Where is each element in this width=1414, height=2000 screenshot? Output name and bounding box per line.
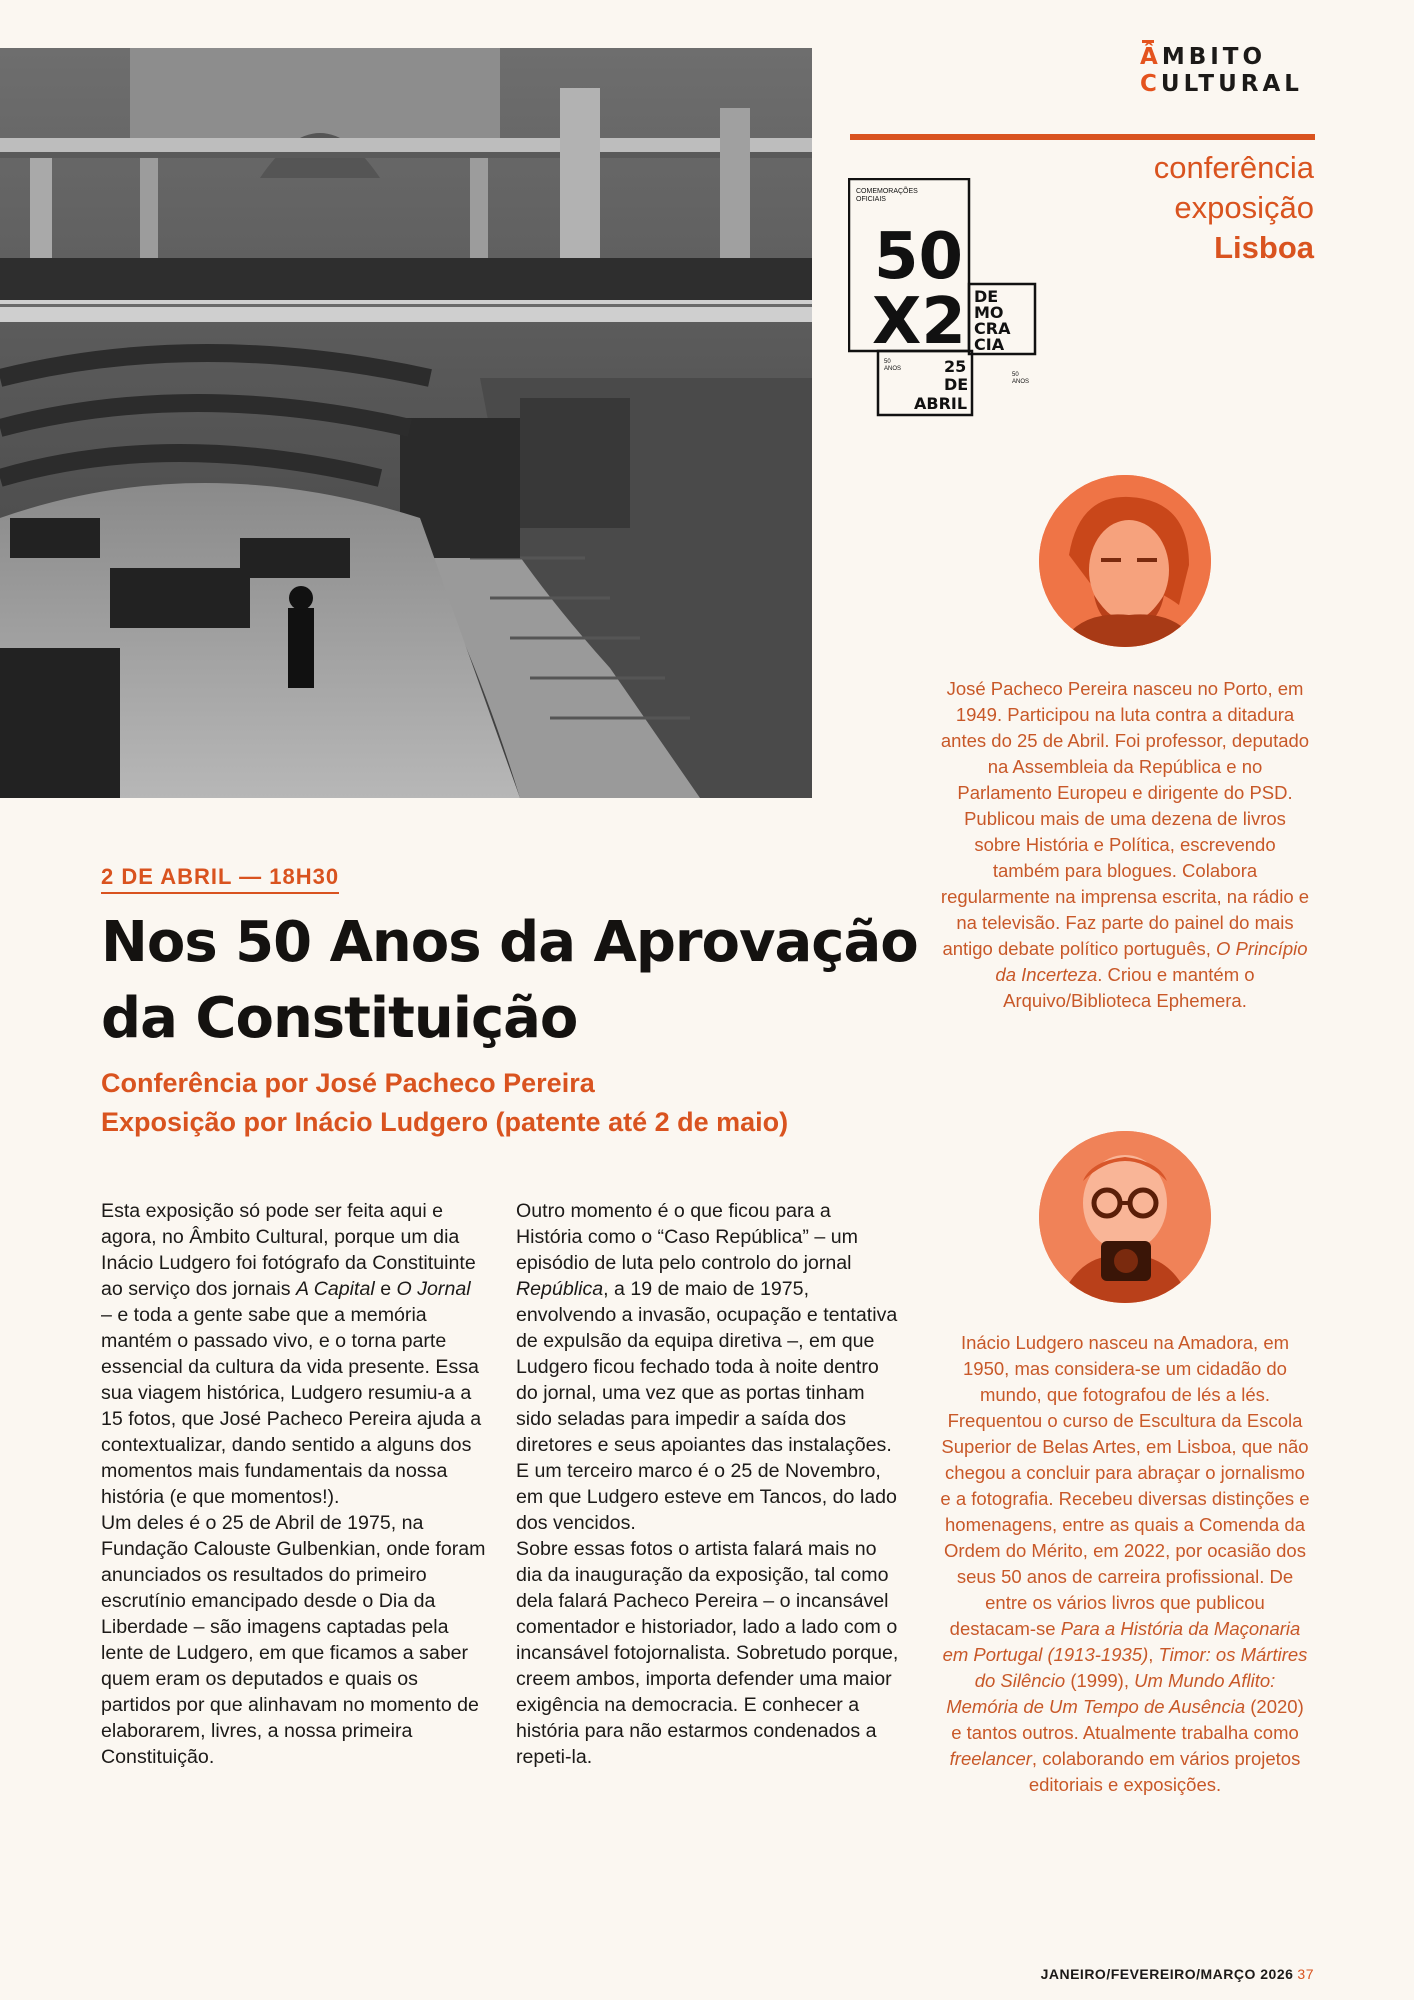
footer-issue: JANEIRO/FEVEREIRO/MARÇO 2026 [1040,1966,1294,1982]
badge-date-1: 25 [944,357,967,376]
bio1-text-a: José Pacheco Pereira nasceu no Porto, em 1949. Participou na luta contra a ditadura antes do 25 de Abril. Foi professor, deputado na Assembleia da República e no Parlamento Europeu e dirigente do PSD. Publicou mais de uma dezena de livros sobre História e Política, escrevendo também para blogues. Colabora regularmente na imprensa escrita, na rádio e na televisão. Faz parte do painel do mais antigo debate político português, [940,678,1310,959]
badge-num: 50 [874,220,964,294]
header-rule [850,134,1315,140]
badge-word-4: CIA [974,335,1005,354]
title-line-2: da Constituição [101,986,578,1051]
portrait-inacio-ludgero [1039,1131,1211,1303]
bio-jose-pacheco-pereira [940,676,1310,1014]
50x2-democracia-badge [848,178,1038,418]
event-date: 2 DE ABRIL — 18H30 [101,864,340,889]
bio2-text-d: (2020) e tantos outros. Atualmente trabalha como [951,1696,1304,1743]
hero-photo [0,48,812,798]
badge-header-2: OFICIAIS [856,196,886,203]
badge-small-right-1: 50 [1012,372,1019,378]
badge-small-right-2: ANOS [1012,379,1030,385]
bio2-italic-3: Um Mundo Aflito: Memória de Um Tempo de Ausência [946,1670,1276,1717]
bio2-text-a: Inácio Ludgero nasceu na Amadora, em 1950, mas considera-se um cidadão do mundo, que fotografou de lés a lés. Frequentou o curso de Escultura da Escola Superior de Belas Artes, em Lisboa, que não chegou a concluir para abraçar o jornalismo e a fotografia. Recebeu diversas distinções e homenagens, entre as quais a Comenda da Ordem do Mérito, em 2022, por ocasião dos seus 50 anos de carreira profissional. De entre os vários livros que publicou destacam-se [940,1332,1310,1639]
title-line-1: Nos 50 Anos da Aprovação [101,910,918,975]
bio2-italic-4: freelancer [949,1748,1032,1769]
tag-exhibition: exposição [1174,190,1314,225]
bio2-text-b: , [1148,1644,1154,1665]
event-title [101,905,961,1057]
badge-word-3: CRA [974,319,1011,338]
col2-italic-republica: República [516,1278,604,1300]
bio1-text-b: . Criou e mantém o Arquivo/Biblioteca Ephemera. [1003,964,1255,1011]
col1-paragraph-1: Esta exposição só pode ser feita aqui e agora, no Âmbito Cultural, porque um dia Inácio Ludgero foi fotógrafo da Constituinte ao serviço dos jornais A Capital e O Jornal – e toda a gente sabe que a memória mantém o passado vivo, e o torna parte essencial da cultura da vida presente. Essa sua viagem histórica, Ludgero resumiu-a a 15 fotos, que José Pacheco Pereira ajuda a contextualizar, dando sentido a alguns dos momentos mais fundamentais da nossa história (e que momentos!). [101,1200,482,1508]
logo-line-1: ÂMBITO [1140,44,1267,70]
col1-italic-o-jornal: O Jornal [396,1278,471,1300]
bio2-italic-2: Timor: os Mártires do Silêncio [974,1644,1308,1691]
badge-date-3: ABRIL [914,394,968,413]
article-column-1 [101,1198,486,1770]
col1-paragraph-2: Um deles é o 25 de Abril de 1975, na Fundação Calouste Gulbenkian, onde foram anunciados os resultados do primeiro escrutínio emancipado desde o Dia da Liberdade – são imagens captadas pela lente de Ludgero, em que ficamos a saber quem eram os deputados e quais os partidos por que alinhavam no momento de elaborarem, livres, a nossa primeira Constituição. [101,1512,486,1768]
portrait-jose-pacheco-pereira [1039,475,1211,647]
bio-inacio-ludgero [940,1330,1310,1798]
ambito-cultural-logo [1140,44,1315,98]
bio1-italic-1: O Princípio da Incerteza [995,938,1308,985]
tag-city: Lisboa [1214,230,1314,265]
bio2-text-e: , colaborando em vários projetos editoriais e exposições. [1028,1748,1301,1795]
badge-small-left-2: ANOS [884,366,902,372]
tag-conference: conferência [1153,150,1314,185]
event-tags [1154,148,1314,268]
logo-line-2: CULTURAL [1140,71,1303,97]
col2-paragraph-2: Sobre essas fotos o artista falará mais no dia da inauguração da exposição, tal como dela falará Pacheco Pereira – o incansável comentador e historiador, lado a lado com o incansável fotojornalista. Sobretudo porque, creem ambos, importa defender uma maior exigência na democracia. E conhecer a história para não estarmos condenados a repeti-la. [516,1538,899,1768]
badge-word-2: MO [974,303,1004,322]
col2-paragraph-1: Outro momento é o que ficou para a História como o “Caso República” – um episódio de luta pelo controlo do jornal República, a 19 de maio de 1975, envolvendo a invasão, ocupação e tentativa de expulsão da equipa diretiva –, em que Ludgero ficou fechado toda à noite dentro do jornal, uma vez que as portas tinham sido seladas para impedir a saída dos diretores e seus apoiantes das instalações. E um terceiro marco é o 25 de Novembro, em que Ludgero esteve em Tancos, do lado dos vencidos. [516,1200,898,1534]
article-column-2 [516,1198,901,1770]
bio2-italic-1: Para a História da Maçonaria em Portugal (1913-1935) [942,1618,1301,1665]
badge-date-2: DE [944,375,969,394]
badge-word-1: DE [974,287,999,306]
event-subtitle-conference: Conferência por José Pacheco Pereira [101,1068,595,1098]
badge-header-1: COMEMORAÇÕES [856,188,918,195]
badge-mult: X2 [872,285,966,359]
event-subtitle-exhibition: Exposição por Inácio Ludgero (patente até 2 de maio) [101,1107,789,1137]
footer-page-number: 37 [1297,1966,1314,1982]
badge-small-left-1: 50 [884,359,891,365]
logo-accent-bar [1142,40,1154,43]
page-footer [1041,1966,1314,1982]
col1-italic-a-capital: A Capital [295,1278,375,1300]
bio2-text-c: (1999), [1070,1670,1129,1691]
